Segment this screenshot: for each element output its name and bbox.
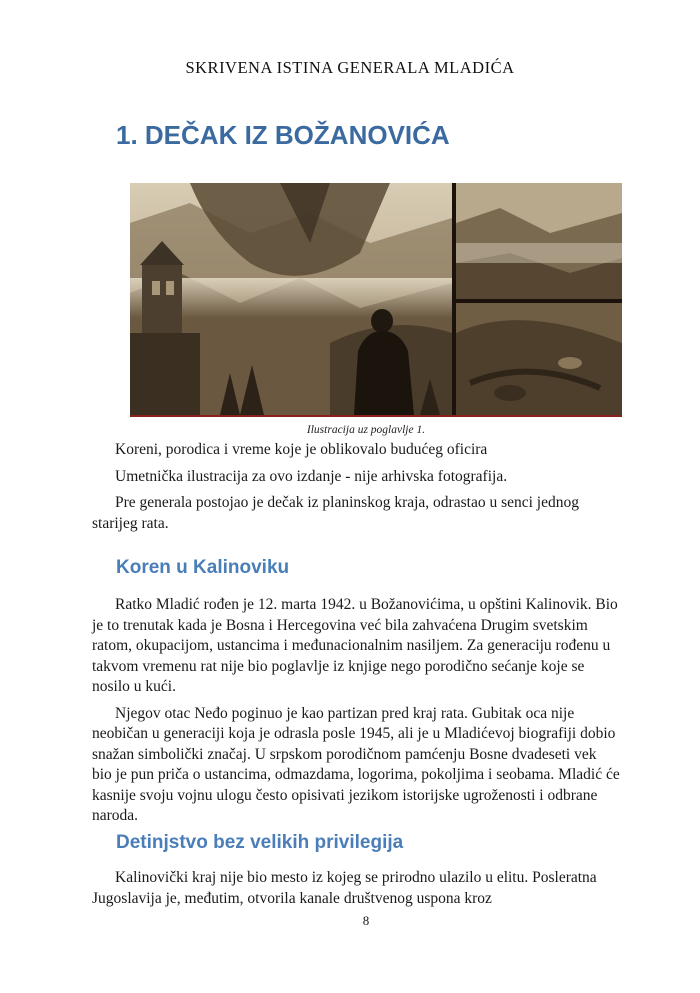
intro-text	[92, 440, 620, 534]
section-heading: Koren u Kalinoviku	[116, 557, 290, 578]
running-head: SKRIVENA ISTINA GENERALA MLADIĆA	[185, 58, 515, 77]
page-number: 8	[362, 913, 370, 928]
chapter-illustration	[130, 183, 622, 417]
intro-disclaimer: Umetnička ilustracija za ovo izdanje - nije arhivska fotografija.	[115, 467, 508, 485]
intro-subtitle: Koreni, porodica i vreme koje je oblikovalo budućeg oficira	[115, 441, 488, 458]
intro-paragraph: Pre generala postojao je dečak iz planinskog kraja, odrastao u senci jednog starijeg rata.	[92, 494, 579, 532]
body-paragraph: Ratko Mladić rođen je 12. marta 1942. u Božanovićima, u opštini Kalinovik. Bio je to trenutak kada je Bosna i Hercegovina već bila zahvaćena Drugim svetskim ratom, okupacijom, ustancima i međunacionalnim nasiljem. Za generaciju rođenu u takvom vremenu rat nije bio poglavlje iz knjige nego porodično sećanje koje se nosilo u kući.	[92, 596, 618, 695]
section-body	[92, 595, 620, 827]
illustration-caption: Ilustracija uz poglavlje 1.	[306, 424, 426, 436]
section-body	[92, 868, 620, 909]
body-paragraph: Kalinovički kraj nije bio mesto iz kojeg se prirodno ulazilo u elitu. Posleratna Jugoslavija je, međutim, otvorila kanale društvenog uspona kroz	[92, 869, 597, 907]
body-paragraph: Njegov otac Neđo poginuo je kao partizan pred kraj rata. Gubitak oca nije neobičan u generaciji koja je odrasla posle 1945, ali je u Mladićevoj biografiji dobio snažan simbolički značaj. U srpskom porodičnom pamćenju Bosne dvadeseti vek bio je pun priča o ustancima, odmazdama, logorima, pokoljima i seobama. Mladić će kasnije svoju vojnu ulogu često opisivati jezikom istorijske ugroženosti i odbrane naroda.	[92, 704, 620, 824]
section-heading: Detinjstvo bez velikih privilegija	[116, 832, 404, 853]
chapter-title: 1. DEČAK IZ BOŽANOVIĆA	[116, 120, 450, 150]
